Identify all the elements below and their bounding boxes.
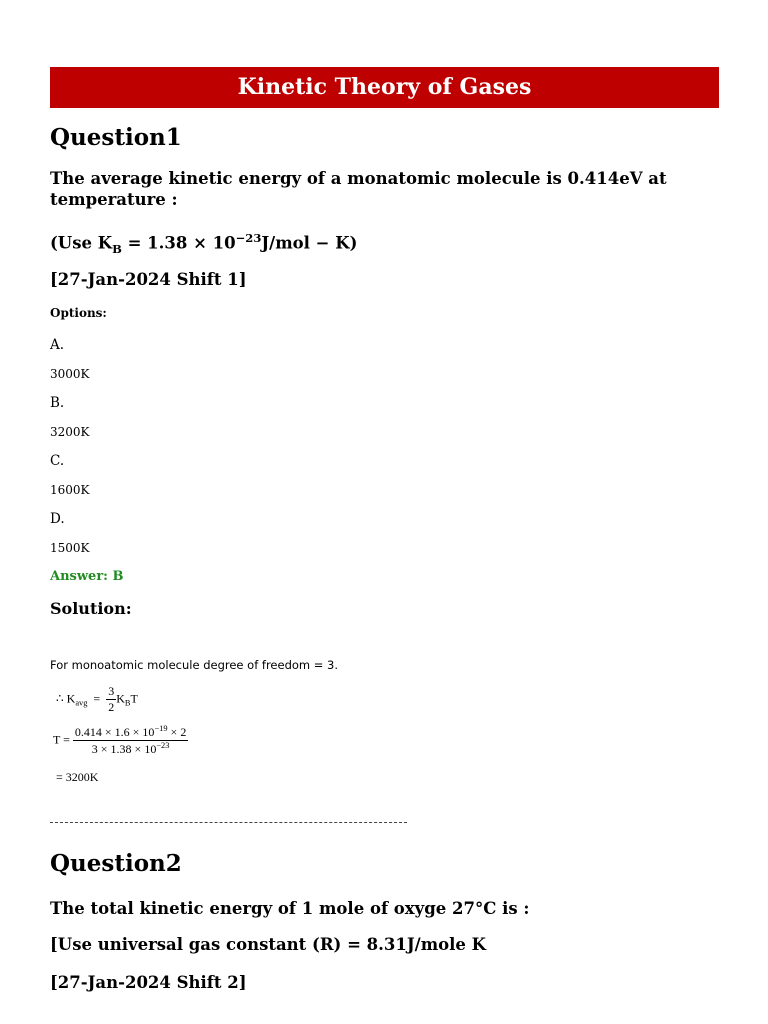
- eq1-sub: avg: [75, 698, 88, 708]
- eq2-num-sup: −19: [154, 724, 168, 733]
- constant-sup: −23: [235, 231, 262, 245]
- eq1-t: T: [130, 691, 138, 706]
- option-c-letter: C.: [50, 453, 65, 469]
- eq2-num-b: × 2: [167, 725, 187, 739]
- eq2-fraction: [73, 724, 188, 757]
- page-title-banner: Kinetic Theory of Gases: [50, 67, 719, 108]
- option-b-letter: B.: [50, 395, 65, 411]
- eq2-den-sup: −23: [156, 741, 170, 750]
- eq2-denominator: [73, 741, 188, 757]
- option-b-value: 3200K: [50, 425, 90, 439]
- option-a-value: 3000K: [50, 367, 90, 381]
- eq1-lhs: ∴ K: [56, 691, 76, 706]
- option-c-value: 1600K: [50, 483, 90, 497]
- eq2-lhs: T =: [53, 732, 70, 747]
- constant-suffix: J/mol − K): [261, 233, 358, 253]
- eq1-denominator: 2: [108, 700, 115, 714]
- question-2-title: Question2: [50, 850, 182, 877]
- eq1-equals: =: [93, 691, 101, 706]
- eq1-k-sub: B: [124, 698, 131, 708]
- question-1-text: The average kinetic energy of a monatomic molecule is 0.414eV at temperature :: [50, 169, 667, 209]
- solution-equation-1: [56, 684, 138, 715]
- constant-sub: B: [112, 241, 122, 256]
- option-a-letter: A.: [50, 337, 65, 353]
- solution-equation-3: = 3200K: [56, 770, 99, 784]
- constant-mid: = 1.38 × 10: [121, 233, 236, 253]
- solution-equation-2: [53, 724, 188, 757]
- eq2-den-a: 3 × 1.38 × 10: [91, 742, 157, 756]
- answer: Answer: B: [50, 569, 124, 584]
- option-d-letter: D.: [50, 511, 65, 527]
- eq2-num-a: 0.414 × 1.6 × 10: [74, 725, 155, 739]
- question-2-shift: [27-Jan-2024 Shift 2]: [50, 973, 247, 992]
- eq1-k: K: [116, 691, 125, 706]
- question-2-text: The total kinetic energy of 1 mole of oxyge 27°C is :: [50, 899, 530, 918]
- question-1-shift: [27-Jan-2024 Shift 1]: [50, 270, 247, 289]
- eq2-numerator: [73, 724, 188, 741]
- options-label: Options:: [50, 306, 107, 320]
- eq1-fraction: [106, 684, 116, 715]
- question-separator: [50, 822, 407, 823]
- option-d-value: 1500K: [50, 541, 90, 555]
- eq1-numerator: 3: [108, 684, 115, 698]
- question-1-title: Question1: [50, 124, 182, 151]
- question-1-constant: [50, 228, 690, 260]
- solution-label: Solution:: [50, 599, 132, 618]
- solution-line-1: For monoatomic molecule degree of freedom = 3.: [50, 658, 339, 672]
- constant-prefix: (Use K: [50, 233, 113, 253]
- question-2-constant: [Use universal gas constant (R) = 8.31J/mole K: [50, 935, 487, 954]
